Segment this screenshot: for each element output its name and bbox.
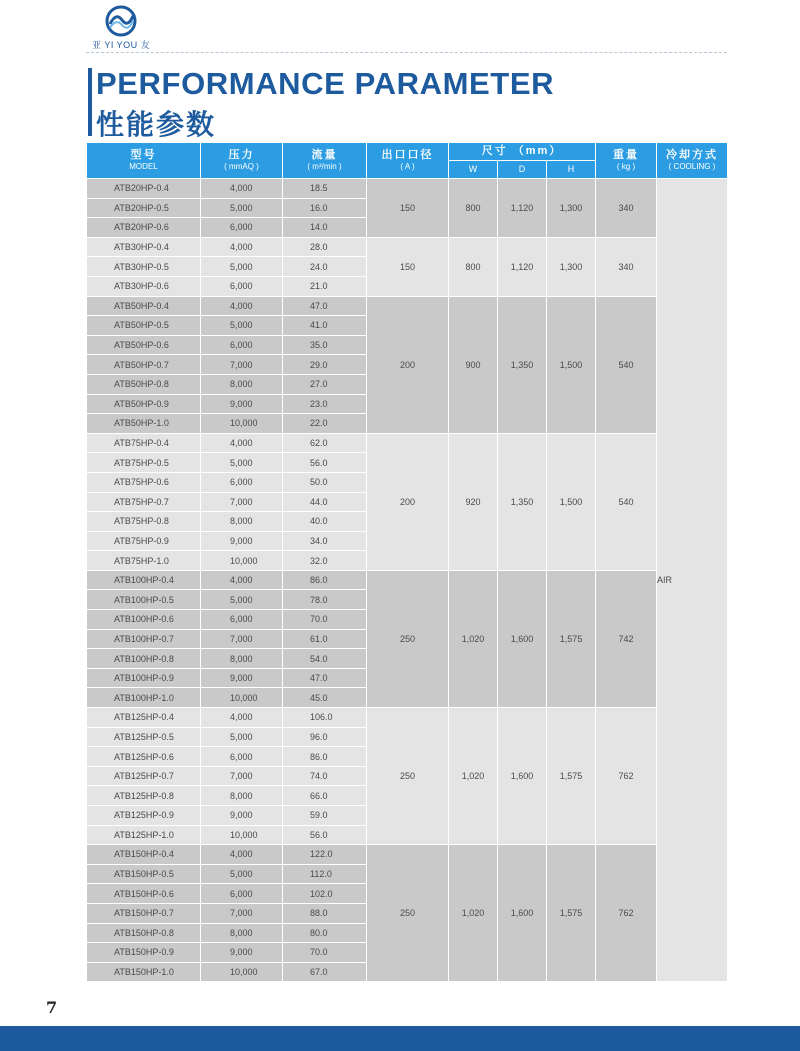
pressure-cell: 9,000	[201, 531, 283, 551]
size-d-cell: 1,600	[498, 845, 547, 982]
pressure-cell: 4,000	[201, 570, 283, 590]
flow-cell: 32.0	[283, 551, 367, 571]
size-d-cell: 1,600	[498, 570, 547, 707]
model-cell: ATB50HP-0.8	[87, 374, 201, 394]
flow-cell: 21.0	[283, 276, 367, 296]
header-size-w: W	[449, 161, 498, 179]
pressure-cell: 10,000	[201, 688, 283, 708]
flow-cell: 59.0	[283, 806, 367, 826]
model-cell: ATB50HP-0.9	[87, 394, 201, 414]
flow-cell: 96.0	[283, 727, 367, 747]
table-row	[87, 296, 728, 316]
outlet-cell: 250	[367, 708, 449, 845]
model-cell: ATB30HP-0.4	[87, 237, 201, 257]
model-cell: ATB150HP-0.6	[87, 884, 201, 904]
model-cell: ATB125HP-0.9	[87, 806, 201, 826]
cooling-cell: AIR	[657, 179, 728, 982]
header-model: 型号 MODEL	[87, 143, 201, 179]
performance-table	[86, 142, 728, 982]
flow-cell: 74.0	[283, 766, 367, 786]
pressure-cell: 6,000	[201, 218, 283, 238]
model-cell: ATB75HP-0.6	[87, 472, 201, 492]
flow-cell: 67.0	[283, 962, 367, 982]
size-d-cell: 1,350	[498, 296, 547, 433]
table-row	[87, 845, 728, 865]
outlet-cell: 200	[367, 296, 449, 433]
model-cell: ATB20HP-0.5	[87, 198, 201, 218]
flow-cell: 34.0	[283, 531, 367, 551]
pressure-cell: 4,000	[201, 845, 283, 865]
flow-cell: 61.0	[283, 629, 367, 649]
flow-cell: 54.0	[283, 649, 367, 669]
pressure-cell: 9,000	[201, 668, 283, 688]
table-row	[87, 179, 728, 199]
table-row	[87, 433, 728, 453]
model-cell: ATB100HP-0.9	[87, 668, 201, 688]
weight-cell: 540	[596, 296, 657, 433]
size-w-cell: 920	[449, 433, 498, 570]
page-title-en: PERFORMANCE PARAMETER	[96, 66, 555, 101]
flow-cell: 29.0	[283, 355, 367, 375]
flow-cell: 106.0	[283, 708, 367, 728]
pressure-cell: 6,000	[201, 747, 283, 767]
model-cell: ATB150HP-0.8	[87, 923, 201, 943]
pressure-cell: 4,000	[201, 237, 283, 257]
flow-cell: 78.0	[283, 590, 367, 610]
page-title-cn: 性能参数	[96, 109, 217, 140]
pressure-cell: 7,000	[201, 629, 283, 649]
flow-cell: 66.0	[283, 786, 367, 806]
pressure-cell: 4,000	[201, 433, 283, 453]
pressure-cell: 6,000	[201, 884, 283, 904]
flow-cell: 23.0	[283, 394, 367, 414]
pressure-cell: 8,000	[201, 374, 283, 394]
header-divider	[86, 52, 727, 53]
model-cell: ATB20HP-0.4	[87, 179, 201, 199]
flow-cell: 112.0	[283, 864, 367, 884]
size-w-cell: 1,020	[449, 845, 498, 982]
model-cell: ATB100HP-0.6	[87, 610, 201, 630]
pressure-cell: 5,000	[201, 316, 283, 336]
flow-cell: 122.0	[283, 845, 367, 865]
weight-cell: 340	[596, 237, 657, 296]
model-cell: ATB125HP-1.0	[87, 825, 201, 845]
size-d-cell: 1,120	[498, 237, 547, 296]
model-cell: ATB75HP-0.5	[87, 453, 201, 473]
pressure-cell: 7,000	[201, 355, 283, 375]
outlet-cell: 250	[367, 845, 449, 982]
flow-cell: 56.0	[283, 825, 367, 845]
header-outlet: 出口口径 ( A )	[367, 143, 449, 179]
flow-cell: 102.0	[283, 884, 367, 904]
weight-cell: 742	[596, 570, 657, 707]
size-h-cell: 1,300	[547, 179, 596, 238]
pressure-cell: 7,000	[201, 492, 283, 512]
model-cell: ATB50HP-0.7	[87, 355, 201, 375]
size-d-cell: 1,350	[498, 433, 547, 570]
flow-cell: 18.5	[283, 179, 367, 199]
pressure-cell: 6,000	[201, 472, 283, 492]
model-cell: ATB125HP-0.7	[87, 766, 201, 786]
model-cell: ATB150HP-1.0	[87, 962, 201, 982]
header-pressure: 压力 ( mmAQ )	[201, 143, 283, 179]
size-h-cell: 1,500	[547, 296, 596, 433]
model-cell: ATB50HP-0.4	[87, 296, 201, 316]
flow-cell: 50.0	[283, 472, 367, 492]
weight-cell: 762	[596, 845, 657, 982]
model-cell: ATB75HP-0.7	[87, 492, 201, 512]
pressure-cell: 7,000	[201, 766, 283, 786]
model-cell: ATB50HP-0.6	[87, 335, 201, 355]
header-size-d: D	[498, 161, 547, 179]
page-number: 7	[46, 998, 58, 1017]
flow-cell: 47.0	[283, 296, 367, 316]
pressure-cell: 10,000	[201, 825, 283, 845]
size-w-cell: 1,020	[449, 708, 498, 845]
flow-cell: 80.0	[283, 923, 367, 943]
model-cell: ATB100HP-0.4	[87, 570, 201, 590]
pressure-cell: 9,000	[201, 943, 283, 963]
size-w-cell: 800	[449, 237, 498, 296]
model-cell: ATB75HP-1.0	[87, 551, 201, 571]
flow-cell: 40.0	[283, 512, 367, 532]
pressure-cell: 5,000	[201, 257, 283, 277]
model-cell: ATB75HP-0.9	[87, 531, 201, 551]
header-weight: 重量 ( kg )	[596, 143, 657, 179]
model-cell: ATB75HP-0.4	[87, 433, 201, 453]
pressure-cell: 5,000	[201, 727, 283, 747]
outlet-cell: 200	[367, 433, 449, 570]
pressure-cell: 5,000	[201, 864, 283, 884]
header-size: 尺寸 （mm）	[449, 143, 596, 161]
model-cell: ATB150HP-0.9	[87, 943, 201, 963]
size-w-cell: 900	[449, 296, 498, 433]
header-cooling: 冷却方式 ( COOLING )	[657, 143, 728, 179]
pressure-cell: 10,000	[201, 414, 283, 434]
flow-cell: 70.0	[283, 610, 367, 630]
outlet-cell: 250	[367, 570, 449, 707]
table-row	[87, 570, 728, 590]
pressure-cell: 9,000	[201, 394, 283, 414]
model-cell: ATB150HP-0.7	[87, 903, 201, 923]
pressure-cell: 7,000	[201, 903, 283, 923]
pressure-cell: 9,000	[201, 806, 283, 826]
table-row	[87, 708, 728, 728]
flow-cell: 86.0	[283, 570, 367, 590]
flow-cell: 28.0	[283, 237, 367, 257]
model-cell: ATB125HP-0.4	[87, 708, 201, 728]
pressure-cell: 6,000	[201, 335, 283, 355]
flow-cell: 44.0	[283, 492, 367, 512]
flow-cell: 62.0	[283, 433, 367, 453]
pressure-cell: 4,000	[201, 179, 283, 199]
flow-cell: 88.0	[283, 903, 367, 923]
size-h-cell: 1,300	[547, 237, 596, 296]
model-cell: ATB150HP-0.5	[87, 864, 201, 884]
pressure-cell: 5,000	[201, 590, 283, 610]
size-h-cell: 1,575	[547, 708, 596, 845]
weight-cell: 762	[596, 708, 657, 845]
outlet-cell: 150	[367, 237, 449, 296]
pressure-cell: 8,000	[201, 923, 283, 943]
size-w-cell: 800	[449, 179, 498, 238]
pressure-cell: 6,000	[201, 276, 283, 296]
model-cell: ATB30HP-0.5	[87, 257, 201, 277]
header-flow: 流量 ( m³/min )	[283, 143, 367, 179]
flow-cell: 24.0	[283, 257, 367, 277]
model-cell: ATB20HP-0.6	[87, 218, 201, 238]
pressure-cell: 8,000	[201, 786, 283, 806]
model-cell: ATB100HP-0.5	[87, 590, 201, 610]
size-h-cell: 1,575	[547, 570, 596, 707]
pressure-cell: 4,000	[201, 708, 283, 728]
size-w-cell: 1,020	[449, 570, 498, 707]
pressure-cell: 4,000	[201, 296, 283, 316]
weight-cell: 340	[596, 179, 657, 238]
flow-cell: 86.0	[283, 747, 367, 767]
footer-bar	[0, 1026, 800, 1051]
outlet-cell: 150	[367, 179, 449, 238]
size-d-cell: 1,600	[498, 708, 547, 845]
weight-cell: 540	[596, 433, 657, 570]
size-h-cell: 1,500	[547, 433, 596, 570]
model-cell: ATB100HP-1.0	[87, 688, 201, 708]
pressure-cell: 5,000	[201, 198, 283, 218]
model-cell: ATB100HP-0.7	[87, 629, 201, 649]
flow-cell: 45.0	[283, 688, 367, 708]
pressure-cell: 10,000	[201, 962, 283, 982]
flow-cell: 22.0	[283, 414, 367, 434]
logo-wordmark: 亚 YI YOU 友	[91, 40, 151, 50]
pressure-cell: 10,000	[201, 551, 283, 571]
flow-cell: 14.0	[283, 218, 367, 238]
model-cell: ATB50HP-0.5	[87, 316, 201, 336]
flow-cell: 27.0	[283, 374, 367, 394]
pressure-cell: 5,000	[201, 453, 283, 473]
size-d-cell: 1,120	[498, 179, 547, 238]
flow-cell: 16.0	[283, 198, 367, 218]
pressure-cell: 8,000	[201, 512, 283, 532]
model-cell: ATB30HP-0.6	[87, 276, 201, 296]
flow-cell: 56.0	[283, 453, 367, 473]
pressure-cell: 8,000	[201, 649, 283, 669]
pressure-cell: 6,000	[201, 610, 283, 630]
model-cell: ATB125HP-0.5	[87, 727, 201, 747]
model-cell: ATB75HP-0.8	[87, 512, 201, 532]
header-size-h: H	[547, 161, 596, 179]
flow-cell: 41.0	[283, 316, 367, 336]
flow-cell: 47.0	[283, 668, 367, 688]
model-cell: ATB125HP-0.8	[87, 786, 201, 806]
title-accent-bar	[88, 68, 92, 136]
flow-cell: 70.0	[283, 943, 367, 963]
model-cell: ATB100HP-0.8	[87, 649, 201, 669]
flow-cell: 35.0	[283, 335, 367, 355]
table-row	[87, 237, 728, 257]
size-h-cell: 1,575	[547, 845, 596, 982]
model-cell: ATB150HP-0.4	[87, 845, 201, 865]
model-cell: ATB125HP-0.6	[87, 747, 201, 767]
model-cell: ATB50HP-1.0	[87, 414, 201, 434]
